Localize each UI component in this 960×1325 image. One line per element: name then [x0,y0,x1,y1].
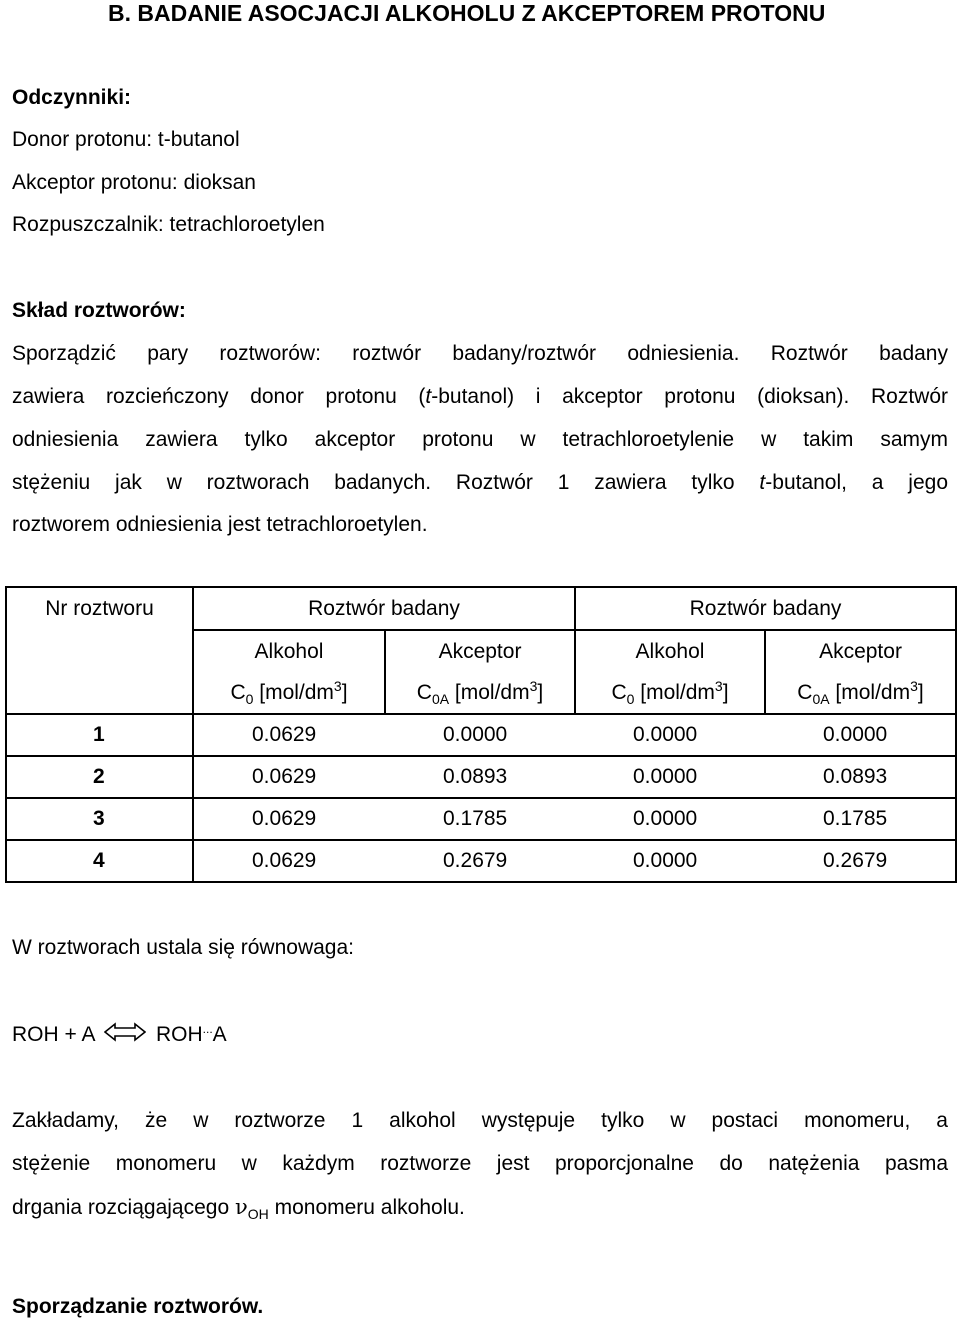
reagent-donor: Donor protonu: t-butanol [12,128,240,151]
header-group-2: Roztwór badany [575,587,956,630]
section-title: B. BADANIE ASOCJACJI ALKOHOLU Z AKCEPTOREM PROTONU [108,0,826,26]
cell-value: 0.0629 [193,840,385,882]
header-akceptor-2: Akceptor [765,630,956,672]
composition-line-2: zawiera rozcieńczony donor protonu (t-butanol) i akceptor protonu (dioksan). Roztwór [12,385,948,408]
header-unit-c0a-2: $C_{0A}$ $[mol/dm^3]$ [765,672,956,714]
header-alkohol-1: Alkohol [193,630,385,672]
assumption-line-3: drgania rozciągającego $\nu_{OH}$ monomeru alkoholu. [12,1195,465,1223]
header-empty [6,630,193,672]
cell-value: 0.2679 [385,840,575,882]
solutions-table [5,586,957,883]
composition-line-5: roztworem odniesienia jest tetrachloroetylen. [12,513,428,536]
cell-value: 0.0629 [193,756,385,798]
composition-line-1: Sporządzić pary roztworów: roztwór badany/roztwór odniesienia. Roztwór badany [12,342,948,365]
reagents-heading: Odczynniki: [12,86,132,109]
table-row [6,714,956,756]
cell-value: 0.0000 [575,840,765,882]
header-nr: Nr roztworu [6,587,193,630]
cell-value: 0.0000 [385,714,575,756]
row-number: 3 [6,798,193,840]
assumption-line-2: stężenie monomeru w każdym roztworze jest proporcjonalne do natężenia pasma [12,1152,948,1175]
header-unit-c0-2: $C_0$ $[mol/dm^3]$ [575,672,765,714]
reagent-solvent: Rozpuszczalnik: tetrachloroetylen [12,213,325,236]
header-alkohol-2: Alkohol [575,630,765,672]
header-akceptor-1: Akceptor [385,630,575,672]
cell-value: 0.0000 [575,756,765,798]
header-group-1: Roztwór badany [193,587,575,630]
composition-heading: Skład roztworów: [12,299,186,322]
cell-value: 0.0000 [575,714,765,756]
cell-value: 0.1785 [385,798,575,840]
cell-value: 0.0629 [193,798,385,840]
table-row [6,798,956,840]
header-unit-c0-1: $C_0$ $[mol/dm^3]$ [193,672,385,714]
cell-value: 0.0893 [385,756,575,798]
header-empty-2 [6,672,193,714]
composition-line-4: stężeniu jak w roztworach badanych. Roztwór 1 zawiera tylko t-butanol, a jego [12,471,949,494]
assumption-line-1: Zakładamy, że w roztworze 1 alkohol występuje tylko w postaci monomeru, a [12,1109,948,1132]
table-row [6,840,956,882]
cell-value: 0.1785 [765,798,956,840]
row-number: 4 [6,840,193,882]
cell-value: 0.2679 [765,840,956,882]
header-unit-c0a-1: $C_{0A}$ $[mol/dm^3]$ [385,672,575,714]
reagent-acceptor: Akceptor protonu: dioksan [12,171,256,194]
equilibrium-intro: W roztworach ustala się równowaga: [12,936,354,959]
double-arrow-icon [104,1022,146,1048]
table-row [6,756,956,798]
cell-value: 0.0893 [765,756,956,798]
row-number: 1 [6,714,193,756]
equilibrium-equation: ROH + A ROH...A [12,1022,227,1048]
composition-line-3: odniesienia zawiera tylko akceptor protonu w tetrachloroetylenie w takim samym [12,428,948,451]
cell-value: 0.0000 [575,798,765,840]
row-number: 2 [6,756,193,798]
cell-value: 0.0000 [765,714,956,756]
cell-value: 0.0629 [193,714,385,756]
final-heading: Sporządzanie roztworów. [12,1295,264,1318]
